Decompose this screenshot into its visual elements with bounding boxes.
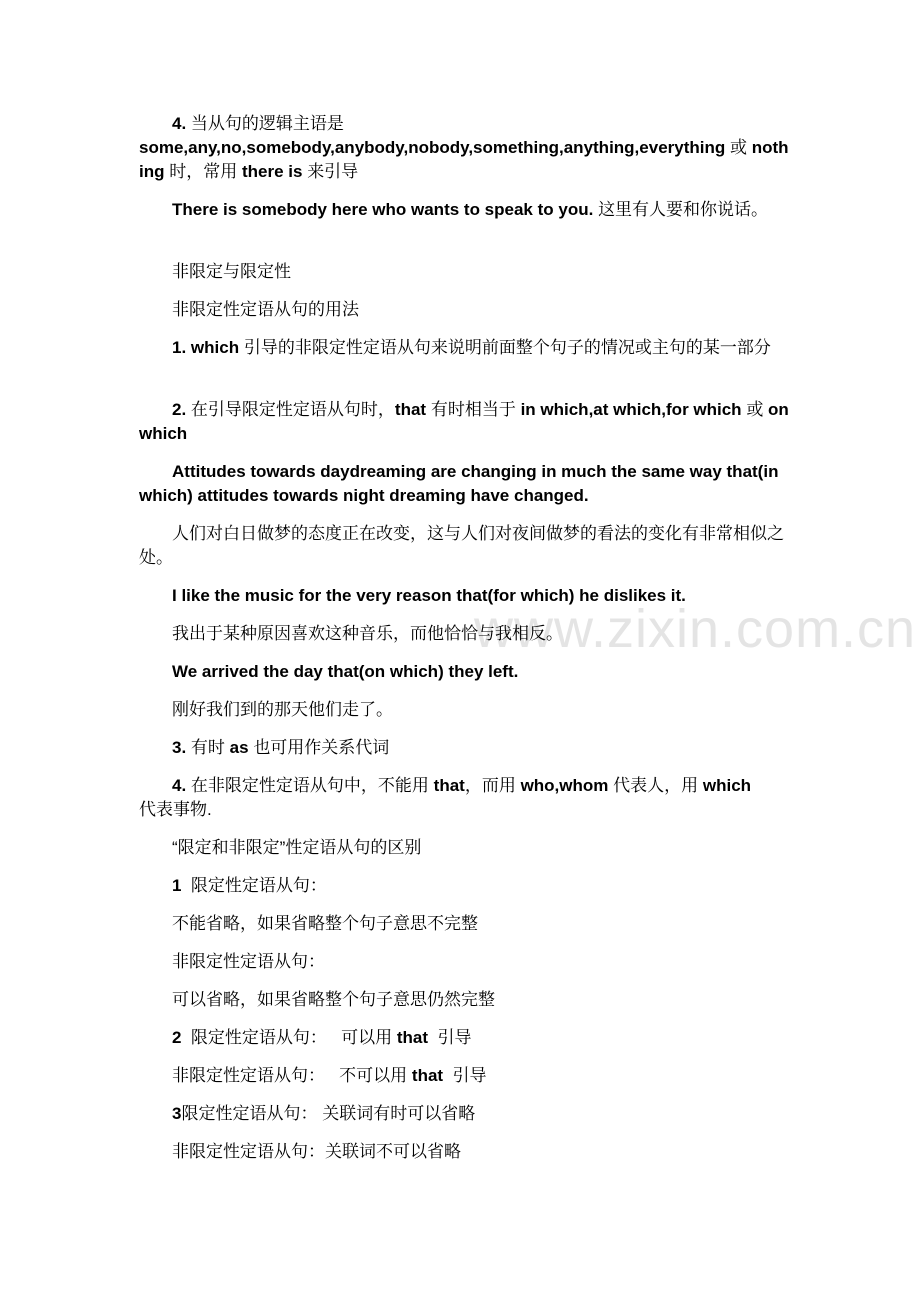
text-segment: 引导 [452,1066,487,1085]
difference-1-heading [139,874,789,898]
word-list: some,any,no,somebody,anybody,nobody,something,anything,everything [139,138,726,157]
usage-item-3 [139,736,789,760]
keyword: in which,at which,for which [520,400,742,419]
example-translation-4: 刚好我们到的那天他们走了。 [172,700,393,719]
section-subheading: 非限定性定语从句的用法 [172,300,359,319]
usage-item-4 [139,774,789,822]
section-heading: 非限定与限定性 [172,262,291,281]
text-segment: 在非限定性定语从句中，不能用 [190,776,429,795]
keyword: that [433,776,465,795]
text-segment: 非限定性定语从句： 不可以用 [172,1066,408,1085]
difference-1-restrictive: 不能省略，如果省略整个句子意思不完整 [172,914,478,933]
example-sentence-2: Attitudes towards daydreaming are changing in much the same way that(in which) attitudes towards night dreaming have changed. [139,462,779,505]
example-sentence-3: I like the music for the very reason that(for which) he dislikes it. [172,586,686,605]
keyword: who,whom [520,776,609,795]
text-segment: 有时 [190,738,225,757]
text-segment: 限定性定语从句： [190,876,327,895]
item-number: 3. [172,738,187,757]
keyword: there is [241,162,303,181]
difference-1-nonrestrictive: 可以省略，如果省略整个句子意思仍然完整 [172,990,495,1009]
text-segment: 代表事物. [139,800,212,819]
keyword: that [396,1028,428,1047]
text-segment: 代表人，用 [613,776,699,795]
text-segment: 来引导 [307,162,359,181]
keyword: which [702,776,752,795]
item-number: 2. [172,400,187,419]
text-segment: 引导 [437,1028,472,1047]
keyword: on which [139,400,789,443]
item-number: 1 [172,876,182,895]
text-segment: 有时相当于 [430,400,516,419]
difference-3-nonrestrictive: 非限定性定语从句：关联词不可以省略 [172,1142,461,1161]
usage-item-1 [139,336,789,360]
chinese-translation: 这里有人要和你说话。 [598,200,769,219]
keyword: which [190,338,240,357]
difference-heading: “限定和非限定”性定语从句的区别 [172,838,422,857]
usage-item-2 [139,398,789,446]
example-translation-3: 我出于某种原因喜欢这种音乐，而他恰恰与我相反。 [172,624,563,643]
keyword: that [394,400,427,419]
paragraph-4-intro [139,112,789,136]
text-segment: 限定性定语从句： 关联词有时可以省略 [181,1104,476,1123]
item-number: 1. [172,338,187,357]
text-segment: 或 [746,400,764,419]
keyword: as [229,738,249,757]
text-segment: 在引导限定性定语从句时， [190,400,395,419]
item-number: 4. [172,776,187,795]
item-number: 4. [172,114,187,133]
text-segment: 限定性定语从句： 可以用 [190,1028,393,1047]
text-segment: 或 [730,138,747,157]
example-sentence-4: We arrived the day that(on which) they left. [172,662,519,681]
difference-2-nonrestrictive [139,1064,789,1088]
keyword: that [411,1066,444,1085]
example-sentence-1 [139,198,789,222]
difference-1-nonrestrictive-label: 非限定性定语从句： [172,952,325,971]
paragraph-4-words [139,136,789,184]
english-sentence: There is somebody here who wants to speak to you. [172,200,594,219]
item-number: 3 [172,1104,182,1123]
example-translation-2: 人们对白日做梦的态度正在改变，这与人们对夜间做梦的看法的变化有非常相似之处。 [139,524,784,567]
watermark: www.zixin.com.cn [474,599,917,659]
text-segment: 引导的非限定性定语从句来说明前面整个句子的情况或主句的某一部分 [243,338,771,357]
difference-3-restrictive [139,1102,789,1126]
difference-2-restrictive [139,1026,789,1050]
text-segment: 时，常用 [169,162,238,181]
item-number: 2 [172,1028,182,1047]
text-segment: 也可用作关系代词 [253,738,390,757]
keyword: nothing [139,138,789,181]
paragraph-text: 当从句的逻辑主语是 [190,114,344,133]
text-segment: ，而用 [464,776,516,795]
